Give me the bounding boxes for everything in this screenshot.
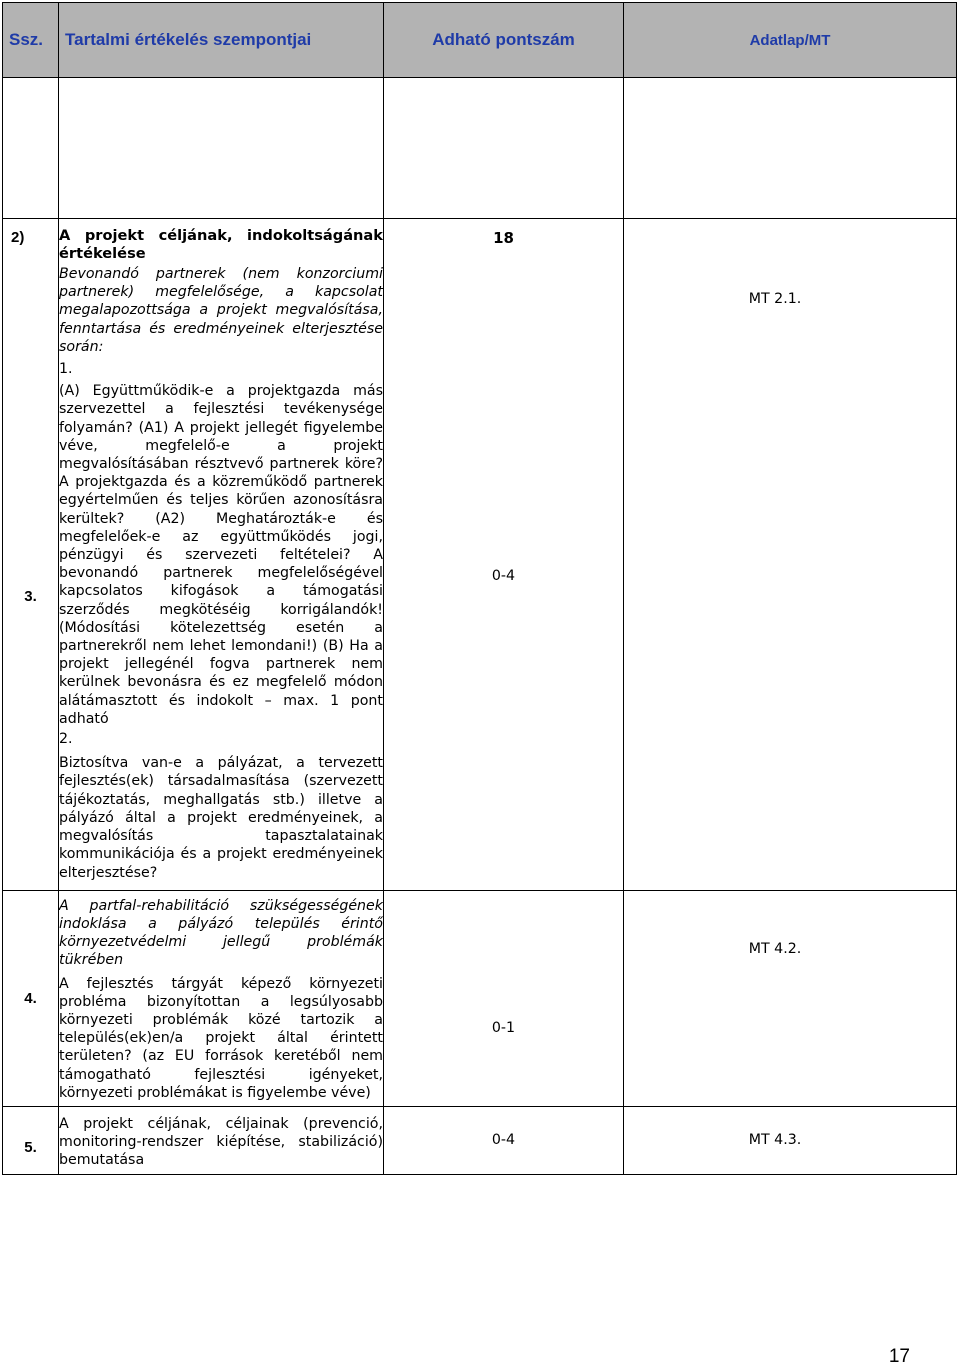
row-3-sheet-cell (624, 219, 957, 891)
section-2-title: A projekt céljának, indokoltságának értékelése (59, 219, 384, 264)
row-3-number: 3. (24, 588, 37, 605)
row-4-points: 0-1 (384, 890, 624, 1106)
evaluation-table (2, 2, 957, 1175)
section-2-row (3, 219, 957, 264)
row-3-sheet: MT 2.1. (748, 291, 802, 307)
section-2-number: 2) 3. (3, 219, 59, 891)
row-4-number: 4. (3, 890, 59, 1106)
header-row (3, 3, 957, 78)
header-col-points: Adható pontszám (384, 3, 624, 78)
row-5-points: 0-4 (384, 1106, 624, 1174)
section-2-points: 18 (384, 219, 624, 264)
row-4-text: A fejlesztés tárgyát képező környezeti probléma bizonyítottan a legsúlyosabb környezeti problémák közé tartozik a település(ek)en/a projekt által érintett területen? (az EU források keretéből nem támogatható fejlesztési igényeket, környezeti problémákat is figyelembe véve) (59, 975, 383, 1101)
row-4-sheet: MT 4.2. (748, 940, 802, 957)
blank-row (3, 78, 957, 219)
row-4 (3, 890, 957, 1106)
row-3-item1-text: (A) Együttműködik-e a projektgazda más szervezettel a fejlesztési tevékenysége folyamán? (A1) A projekt jellegét figyelembe véve, megfelelő-e a projekt megvalósításában résztvevő partnerek köre? A projektgazda és a közreműködő partnerek egyértelműen és teljes körűen azonosításra kerültek? (A2) Meghatározták-e és megfelelőek-e az együttműködés jogi, pénzügyi és szervezeti feltételei? A bevonandó partnerek megfelelőségével kapcsolatos kifogások a támogatási szerződés megkötéséig korrigálandók! (Módosítási kötelezettség esetén a partnerekről nem lehet lemondani!) (B) Ha a projekt jellegénél fogva partnerek nem kerülnek bevonásra és ez megfelelő módon alátámasztott és indokolt – max. 1 pont adható (59, 383, 383, 727)
row-4-sheet-cell (624, 890, 957, 1106)
row-5-sheet: MT 4.3. (748, 1132, 802, 1149)
row-5-sheet-cell (624, 1106, 957, 1174)
row-3-item2-text: Biztosítva van-e a pályázat, a tervezett fejlesztés(ek) társadalmasítása (szervezett tájékoztatás, meghallgatás stb.) illetve a pályázó által a projekt eredményeinek, a megvalósítás tapasztalatainak kommunikációja és a projekt eredményeinek elterjesztése? (59, 755, 383, 881)
row-5-number: 5. (3, 1106, 59, 1174)
row-4-criteria (59, 890, 384, 1106)
row-3-item2-label: 2. (59, 731, 73, 748)
row-3-criteria (59, 263, 384, 890)
row-3-item1-label: 1. (59, 361, 73, 378)
row-5-criteria: A projekt céljának, céljainak (prevenció, monitoring-rendszer kiépítése, stabilizáció) bemutatása (59, 1106, 384, 1174)
row-5 (3, 1106, 957, 1174)
header-col-sheet: Adatlap/MT (624, 3, 957, 78)
header-col-no: Ssz. (3, 3, 59, 78)
row-3-points: 0-4 (384, 263, 624, 890)
row-3-intro: Bevonandó partnerek (nem konzorciumi partnerek) megfelelősége, a kapcsolat megalapozottsága a projekt megvalósítása, fenntartása és eredményeinek elterjesztése során: (59, 266, 383, 355)
page-number: 17 (888, 1346, 910, 1367)
row-4-intro: A partfal-rehabilitáció szükségességének indoklása a pályázó település érintő környezetvédelmi jellegű problémák tükrében (59, 897, 383, 969)
header-col-criteria: Tartalmi értékelés szempontjai (59, 3, 384, 78)
